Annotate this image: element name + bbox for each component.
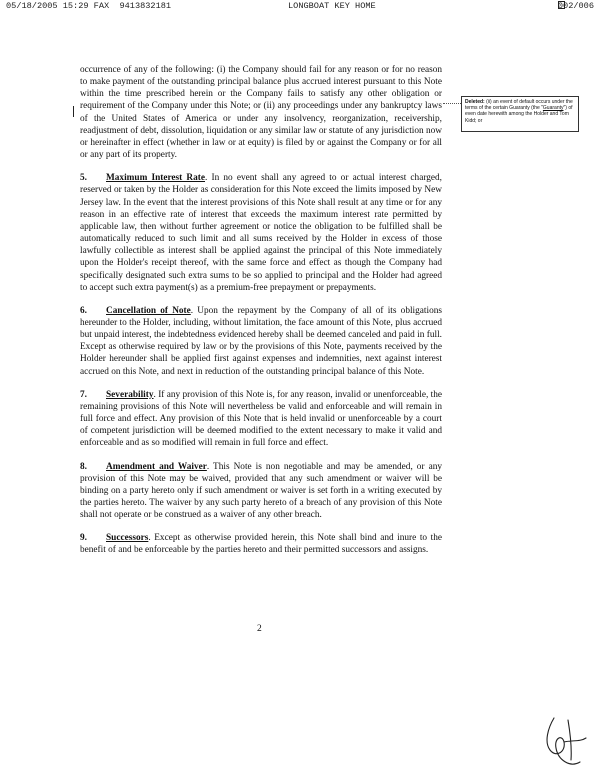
section-title: Successors	[106, 533, 149, 544]
section-7	[80, 389, 442, 450]
section-9	[80, 532, 442, 556]
fax-header	[6, 1, 594, 13]
fax-page-icon	[558, 1, 565, 9]
fax-sender: LONGBOAT KEY HOME	[288, 1, 376, 11]
section-6	[80, 305, 442, 378]
section-number: 7.	[80, 389, 87, 400]
section-body: . This Note is non negotiable and may be amended, or any provision of this Note may be waived, provided that any such amendment or waiver will be binding on a party hereto only if such amendment or waiver is set forth in a writing executed by the parties hereto. The waiver by any such party hereto of a breach of any provision of this Note shall not operate or be construed as a waiver of any other breach.	[80, 461, 442, 521]
section-number: 5.	[80, 173, 87, 184]
section-body: . Except as otherwise provided herein, this Note shall bind and inure to the benefit of and be enforceable by the parties hereto and their permitted successors and assigns.	[80, 533, 442, 556]
section-number: 6.	[80, 305, 87, 316]
section-5	[80, 172, 442, 294]
comment-underlined: Guaranty	[542, 105, 564, 112]
fax-page: 002/006	[557, 1, 594, 11]
page-number: 2	[257, 624, 262, 634]
fax-datetime: 05/18/2005 15:29 FAX	[6, 1, 110, 11]
fax-header-left	[6, 1, 171, 11]
section-title: Severability	[106, 389, 154, 400]
intro-paragraph: occurrence of any of the following: (i) the Company should fail for any reason or for no reason to make payment of the outstanding principal balance plus accrued interest pursuant to this Note within the time prescribed herein or the Company fails to satisfy any other obligation or requirement of the Company under this Note; or (ii) any proceedings under any bankruptcy laws of the United States of America or under any insolvency, reorganization, receivership, readjustment of debt, dissolution, liquidation or any similar law or statute of any jurisdiction now or hereinafter in effect (whether in law or at equity) is filed by or against the Company or for all or any part of its property.	[80, 65, 443, 161]
section-body: . If any provision of this Note is, for any reason, invalid or unenforceable, the remaining provisions of this Note will nevertheless be valid and enforceable and will remain in full force and effect. Any provision of this Note that is held invalid or unenforceable by a court of competent jurisdiction will be deemed modified to the extent necessary to make it valid and enforceable and as so modified will remain in full force and effect.	[80, 389, 442, 449]
section-title: Cancellation of Note	[106, 305, 191, 316]
handwritten-initials	[540, 712, 590, 772]
comment-label: Deleted:	[465, 99, 485, 105]
comment-text-after: ") of even date herewith among the Holder and Tom Kidd; or	[465, 105, 573, 124]
document-body	[80, 64, 442, 568]
comment-leader-line	[443, 103, 461, 104]
deleted-comment-balloon	[461, 96, 579, 132]
section-body: . In no event shall any agreed to or actual interest charged, reserved or taken by the Holder as consideration for this Note exceed the limits imposed by New Jersey law. In the event that the interest provisions of this Note shall result at any time or for any reason in an effective rate of interest that exceeds the maximum interest rate permitted by applicable law, then without further agreement or notice the obligation to be fulfilled shall be automatically reduced to such limit and all sums received by the Holder in excess of those lawfully collectible as interest shall be applied against the principal of this Note immediately upon the Holder's receipt thereof, with the same force and effect as though the Company had specifically designated such extra sums to be so applied to principal and the Holder had agreed to accept such extra payment(s) as a premium-free prepayment or prepayments.	[80, 173, 443, 293]
section-title: Amendment and Waiver	[106, 461, 207, 472]
comment-text-before: (ii) an event of default occurs under the terms of the certain Guaranty (the "	[465, 99, 573, 112]
fax-number: 9413832181	[119, 1, 172, 11]
section-8	[80, 461, 442, 522]
section-body: . Upon the repayment by the Company of all of its obligations hereunder to the Holder, including, without limitation, the face amount of this Note, plus accrued but unpaid interest, the indebtedness evidenced hereby shall be deemed canceled and paid in full. Except as otherwise required by law or by the provisions of this Note, payments received by the Holder hereunder shall be applied first against expenses and indemnities, next against interest accrued on this Note, and next in reduction of the outstanding principal balance of this Note.	[80, 305, 442, 377]
section-number: 8.	[80, 461, 87, 472]
revision-change-bar	[73, 106, 74, 117]
fax-page-counter	[558, 1, 594, 11]
section-title: Maximum Interest Rate	[106, 173, 206, 184]
section-number: 9.	[80, 533, 87, 544]
